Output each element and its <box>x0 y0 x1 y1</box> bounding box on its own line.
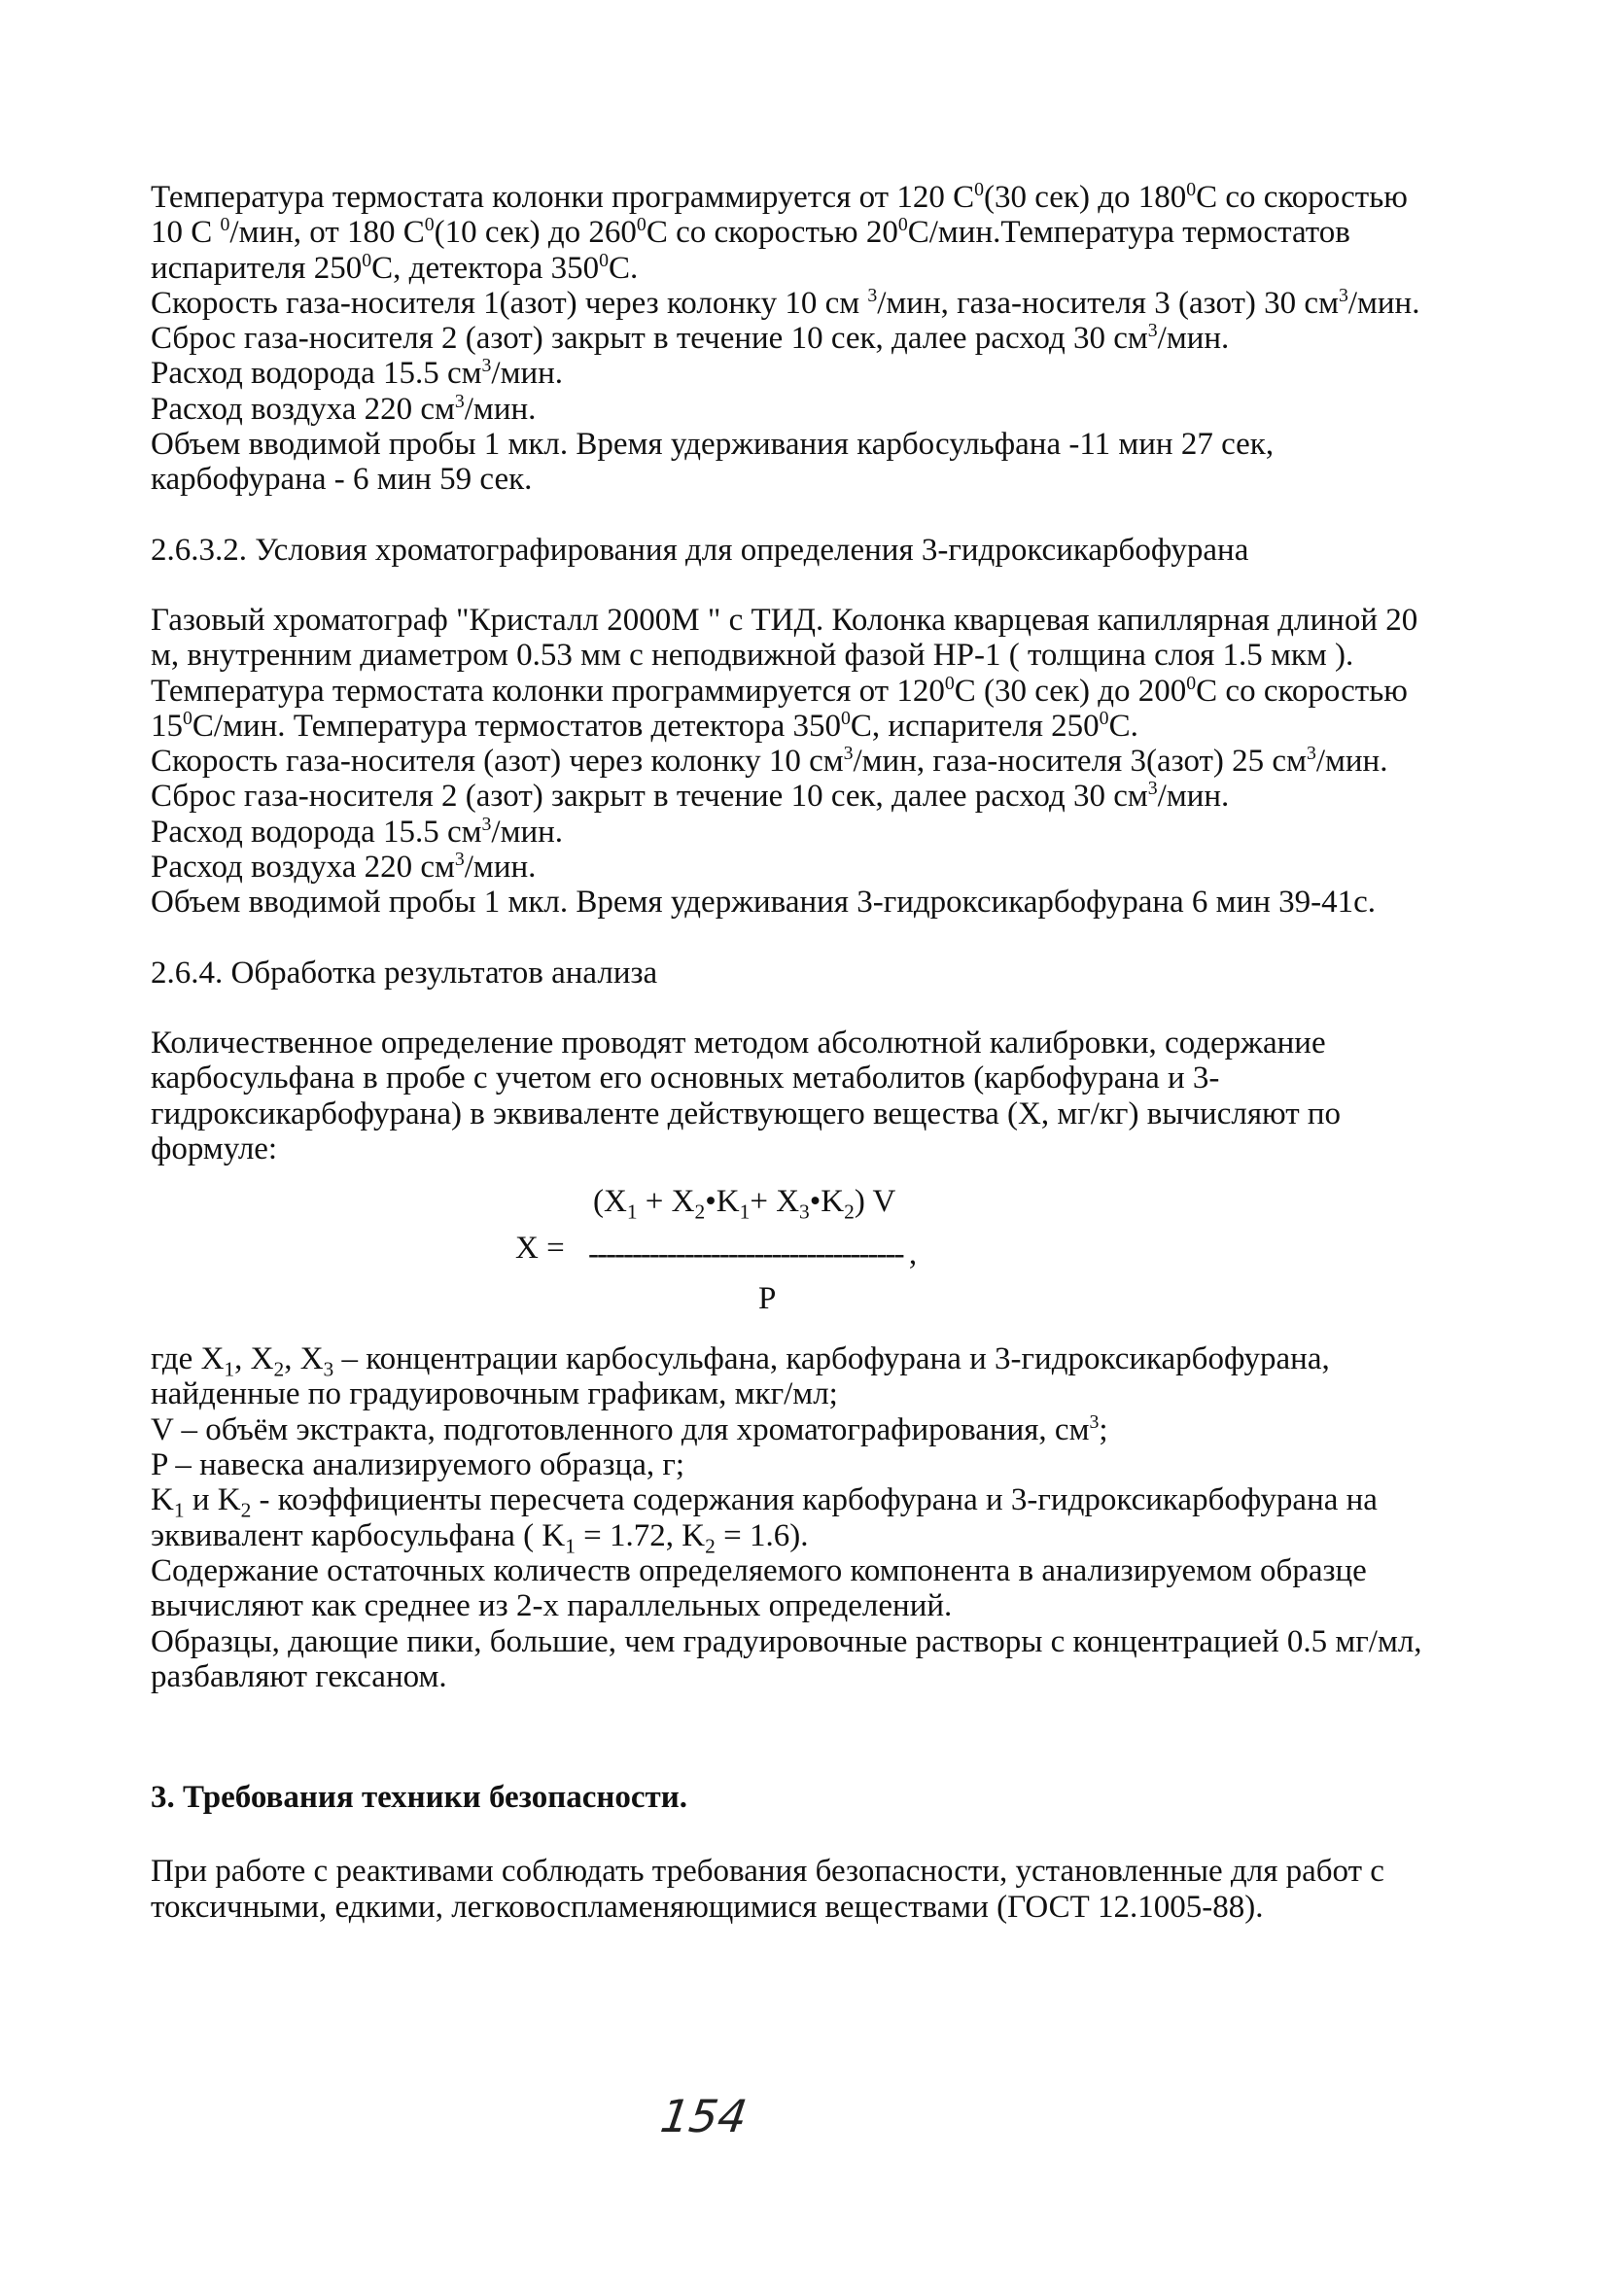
text-line: $K_1$ и $K_2$ - коэффициенты пересчета содержания карбофурана и 3-гидроксикарбофурана на <box>151 1482 1378 1522</box>
section-3-heading <box>151 1780 1492 1815</box>
text-line: Сброс газа-носителя 2 (азот) закрыт в течение 10 сек, далее расход 30 $см^3$/мин. <box>151 778 1230 815</box>
formula-definitions <box>151 1341 1492 1694</box>
text-line: Скорость газа-носителя (азот) через колонку 10 $см^3$/мин, газа-носителя 3(азот) 25 $см^3$/мин. <box>151 743 1388 780</box>
calculation-intro-paragraph <box>151 1026 1492 1166</box>
text-line: Содержание остаточных количеств определяемого компонента в анализируемом образце <box>151 1552 1367 1588</box>
text-line: P – навеска анализируемого образца, г; <box>151 1447 685 1483</box>
text-line: $15^0С$/мин. Температура термостатов детектора $350^0С$, испарителя $250^0С$. <box>151 707 1138 744</box>
concentration-formula <box>151 1184 1492 1330</box>
text-line: Расход водорода 15.5 $см^3$/мин. <box>151 355 564 392</box>
text-line: формуле: <box>151 1131 278 1166</box>
text-line: Расход водорода 15.5 $см^3$/мин. <box>151 813 564 850</box>
text-line: 10 С $^0$/мин, от 180 $С^0(10$ сек) до $260^0С$ со скоростью $20^0С/мин.Температура$ термостатов <box>151 214 1350 251</box>
section-heading: 3. Требования техники безопасности. <box>151 1780 688 1816</box>
safety-paragraph <box>151 1854 1492 1925</box>
text-line: V – объём экстракта, подготовленного для хроматографирования, $см^3$; <box>151 1410 1108 1447</box>
text-line: Объем вводимой пробы 1 мкл. Время удерживания 3-гидроксикарбофурана 6 мин 39-41с. <box>151 885 1377 921</box>
document-page <box>151 180 1492 1925</box>
section-2632-heading <box>151 533 1492 568</box>
text-line: испарителя $250^0С$, детектора $350^0С$. <box>151 249 639 286</box>
text-line: эквивалент карбосульфана ( $K_1 = 1.72$, $K_2 = 1.6$). <box>151 1517 809 1558</box>
conditions-hydroxycarbofuran-paragraph <box>151 603 1492 921</box>
text-line: карбофурана - 6 мин 59 сек. <box>151 462 533 498</box>
section-264-heading <box>151 956 1492 991</box>
text-line: Расход воздуха 220 $см^3$/мин. <box>151 390 537 427</box>
text-line: токсичными, едкими, легковоспламеняющимися веществами (ГОСТ 12.1005-88). <box>151 1889 1264 1925</box>
formula-lhs: X = <box>515 1231 565 1267</box>
text-line: Объем вводимой пробы 1 мкл. Время удерживания карбосульфана -11 мин 27 сек, <box>151 427 1275 463</box>
text-line: Скорость газа-носителя 1(азот) через колонку 10 см $^3$/мин, газа-носителя 3 (азот) 30 $см^3$/мин. <box>151 284 1420 321</box>
text-line: Образцы, дающие пики, большие, чем градуировочные растворы с концентрацией 0.5 мг/мл, <box>151 1623 1422 1659</box>
text-line: гидроксикарбофурана) в эквиваленте действующего вещества (Х, мг/кг) вычисляют по <box>151 1096 1342 1131</box>
text-line: разбавляют гексаном. <box>151 1658 447 1694</box>
text-line: где $X_1$, $X_2$, $X_3$ – концентрации карбосульфана, карбофурана и 3-гидроксикарбофурана, <box>151 1341 1330 1381</box>
conditions-carbosulfan-paragraph <box>151 180 1492 498</box>
formula-numerator: ($X_1$ + $X_2•K_1+$ $X_3•K_2$) V <box>593 1184 896 1224</box>
formula-fraction-bar: ------------------------------------ , <box>588 1236 916 1272</box>
text-line: найденные по градуировочным графикам, мкг/мл; <box>151 1376 838 1412</box>
text-line: Температура термостата колонки программируется от $120^0С$ (30 сек) до $200^0С$ со скоростью <box>151 672 1408 709</box>
text-line: Расход воздуха 220 $см^3$/мин. <box>151 849 537 886</box>
text-line: вычисляют как среднее из 2-х параллельных определений. <box>151 1588 953 1624</box>
text-line: Сброс газа-носителя 2 (азот) закрыт в течение 10 сек, далее расход 30 $см^3$/мин. <box>151 320 1230 357</box>
text-line: Количественное определение проводят методом абсолютной калибровки, содержание <box>151 1025 1326 1061</box>
formula-denominator: P <box>758 1281 777 1317</box>
page-number: 154 <box>657 2090 751 2142</box>
section-heading: 2.6.4. Обработка результатов анализа <box>151 955 658 991</box>
text-line: При работе с реактивами соблюдать требования безопасности, установленные для работ с <box>151 1854 1384 1890</box>
text-line: Температура термостата колонки программируется от 120 $С^0(30$ сек) до $180^0С$ со скоростью <box>151 179 1408 215</box>
section-heading: 2.6.3.2. Условия хроматографирования для определения 3-гидроксикарбофурана <box>151 532 1249 568</box>
text-line: м, внутренним диаметром 0.53 мм с неподвижной фазой НР-1 ( толщина слоя 1.5 мкм ). <box>151 638 1354 674</box>
text-line: карбосульфана в пробе с учетом его основных метаболитов (карбофурана и 3- <box>151 1061 1220 1096</box>
text-line: Газовый хроматограф "Кристалл 2000М " с ТИД. Колонка кварцевая капиллярная длиной 20 <box>151 602 1418 638</box>
